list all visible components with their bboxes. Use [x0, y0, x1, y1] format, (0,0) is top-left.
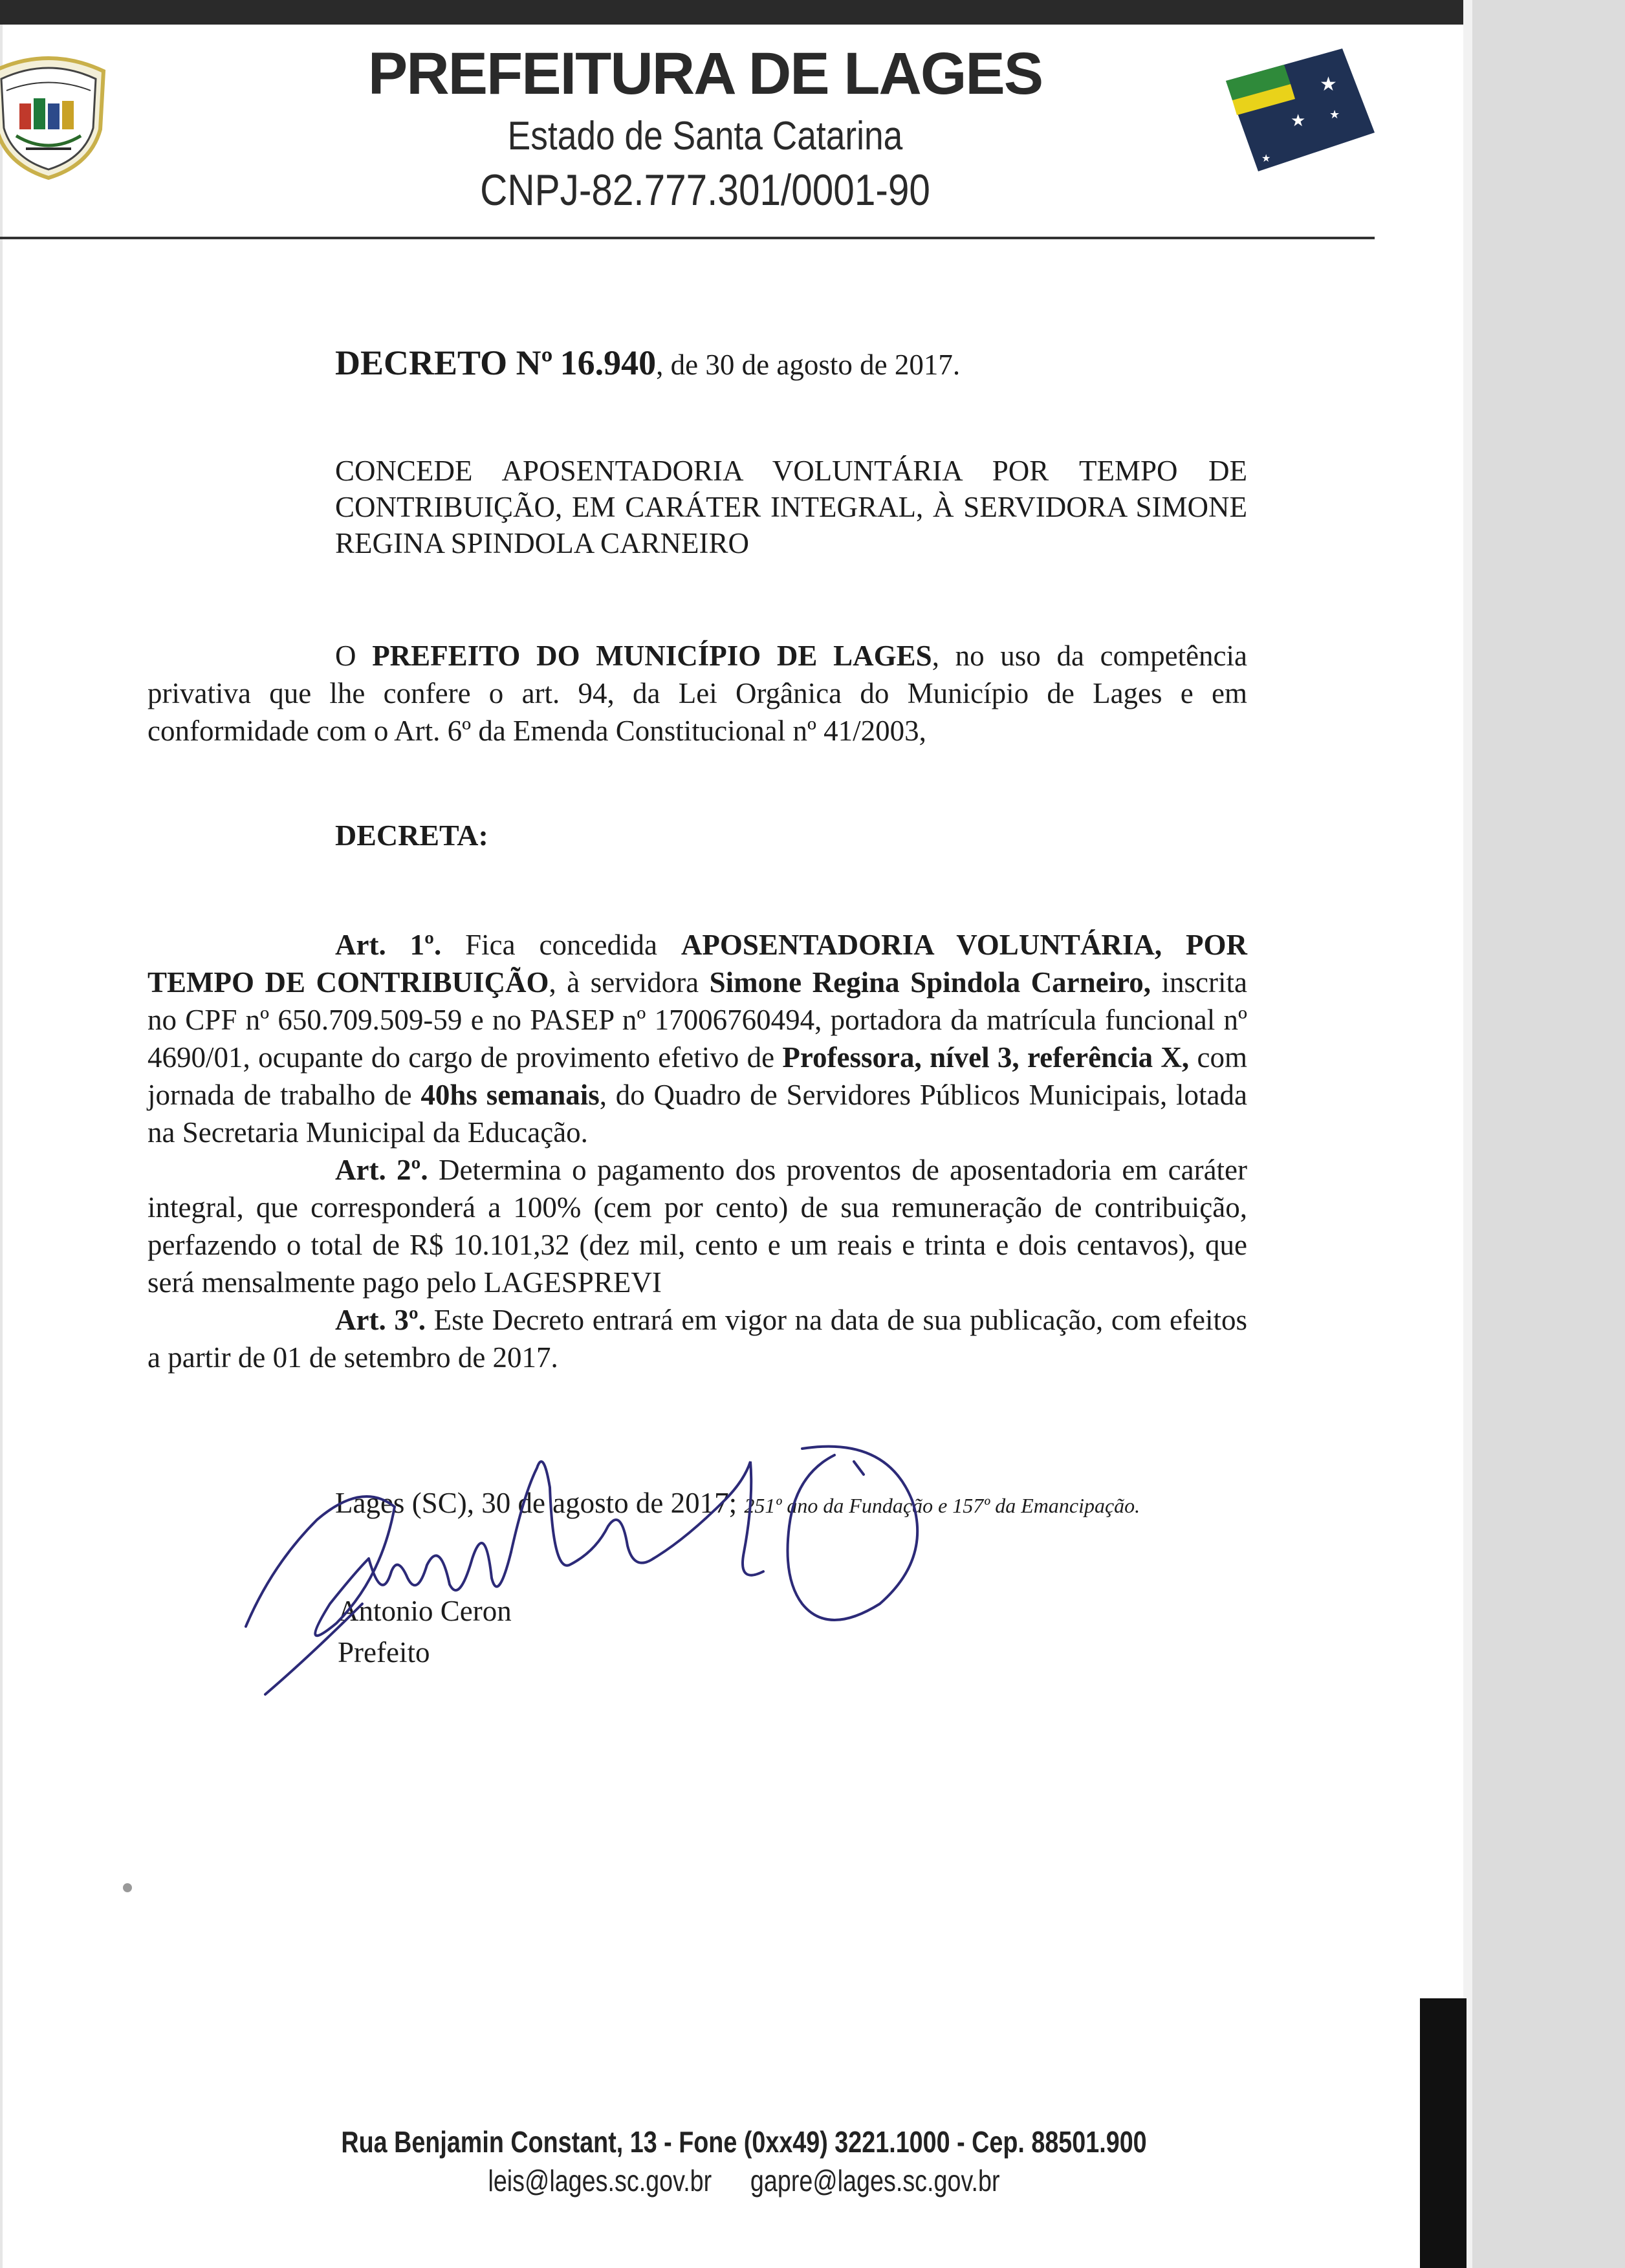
decree-label: DECRETO Nº: [335, 343, 553, 382]
svg-text:★: ★: [1261, 152, 1271, 164]
decree-summary: CONCEDE APOSENTADORIA VOLUNTÁRIA POR TEMPO DE CONTRIBUIÇÃO, EM CARÁTER INTEGRAL, À SERVIDORA SIMONE REGINA SPINDOLA CARNEIRO: [335, 455, 1247, 559]
decree-title: [335, 343, 1435, 383]
preamble-intro: O: [335, 640, 373, 672]
header-divider: [0, 237, 1375, 239]
scan-left-edge: [0, 0, 3, 2268]
header-cnpj: CNPJ-82.777.301/0001-90: [480, 166, 930, 215]
scan-right-margin: [1470, 0, 1625, 2268]
coat-of-arms-logo: [0, 45, 116, 181]
footer-address: Rua Benjamin Constant, 13 - Fone (0xx49) 3221.1000 - Cep. 88501.900: [341, 2125, 1147, 2159]
svg-text:★: ★: [1320, 73, 1337, 96]
preamble: [147, 637, 1247, 750]
article-1-workload: 40hs semanais: [420, 1079, 600, 1111]
scan-top-band: [0, 0, 1470, 25]
article-1-benefit: APOSENTADORIA VOLUNTÁRIA, POR TEMPO DE CONTRIBUIÇÃO: [147, 929, 1247, 999]
header-title: PREFEITURA DE LAGES: [367, 41, 1043, 107]
articles: [147, 926, 1247, 1376]
article-1-text: , à servidora: [549, 966, 710, 999]
article-2-text: Determina o pagamento dos proventos de aposentadoria em caráter integral, que corresponderá a 100% (cem por cento) de sua remuneração de contribuição, perfazendo o total de R$ 10.101,32 (dez mil, cento e um reais e trinta e dois centavos), que será mensalmente pago pelo LAGESPREVI: [147, 1154, 1248, 1299]
signatory-name: Antonio Ceron: [338, 1595, 512, 1627]
svg-text:★: ★: [1329, 108, 1340, 122]
article-3-text: Este Decreto entrará em vigor na data de sua publicação, com efeitos a partir de 01 de setembro de 2017.: [147, 1304, 1247, 1374]
header-state: Estado de Santa Catarina: [507, 114, 903, 158]
article-1-label: Art. 1º.: [335, 929, 442, 961]
article-1-text: Fica concedida: [441, 929, 681, 961]
footer-emails: [293, 2163, 1195, 2198]
decree-number: 16.940: [560, 343, 657, 382]
footer-email-gapre[interactable]: gapre@lages.sc.gov.br: [750, 2164, 1000, 2198]
santa-catarina-flag: [1223, 36, 1378, 181]
svg-text:★: ★: [1291, 111, 1306, 131]
decree-date: , de 30 de agosto de 2017.: [656, 349, 961, 381]
scan-bottom-mark: [1420, 1998, 1467, 2268]
article-2-label: Art. 2º.: [335, 1154, 428, 1186]
article-1-servant-name: Simone Regina Spindola Carneiro,: [709, 966, 1151, 999]
article-1: [147, 926, 1247, 1151]
preamble-authority: PREFEITO DO MUNICÍPIO DE LAGES: [372, 640, 932, 672]
article-3: [147, 1301, 1247, 1376]
article-1-text: inscrita no CPF nº 650.709.509-59 e no PASEP nº 17006760494, portadora da matrícula funcional nº 4690/01, ocupante do cargo de provimento efetivo de: [147, 966, 1247, 1074]
article-1-text: com jornada de trabalho de: [147, 1041, 1247, 1111]
article-1-position: Professora, nível 3, referência X,: [782, 1041, 1190, 1074]
scan-speck: [123, 1883, 132, 1892]
decreta-heading: DECRETA:: [335, 819, 488, 852]
article-1-text: , do Quadro de Servidores Públicos Municipais, lotada na Secretaria Municipal da Educação.: [147, 1079, 1247, 1149]
closing-date: Lages (SC), 30 de agosto de 2017;: [335, 1487, 745, 1519]
footer-email-leis[interactable]: leis@lages.sc.gov.br: [488, 2164, 712, 2198]
preamble-text: , no uso da competência privativa que lhe confere o art. 94, da Lei Orgânica do Município de Lages e em conformidade com o Art. 6º da Emenda Constitucional nº 41/2003,: [147, 640, 1248, 747]
article-3-label: Art. 3º.: [335, 1304, 426, 1336]
closing-anniversary: 251º ano da Fundação e 157º da Emancipação.: [744, 1494, 1140, 1517]
article-2: [147, 1151, 1247, 1301]
signatory-role: Prefeito: [338, 1636, 430, 1669]
handwritten-signature: [233, 1410, 1074, 1720]
paper-right-edge: [1463, 0, 1472, 2268]
